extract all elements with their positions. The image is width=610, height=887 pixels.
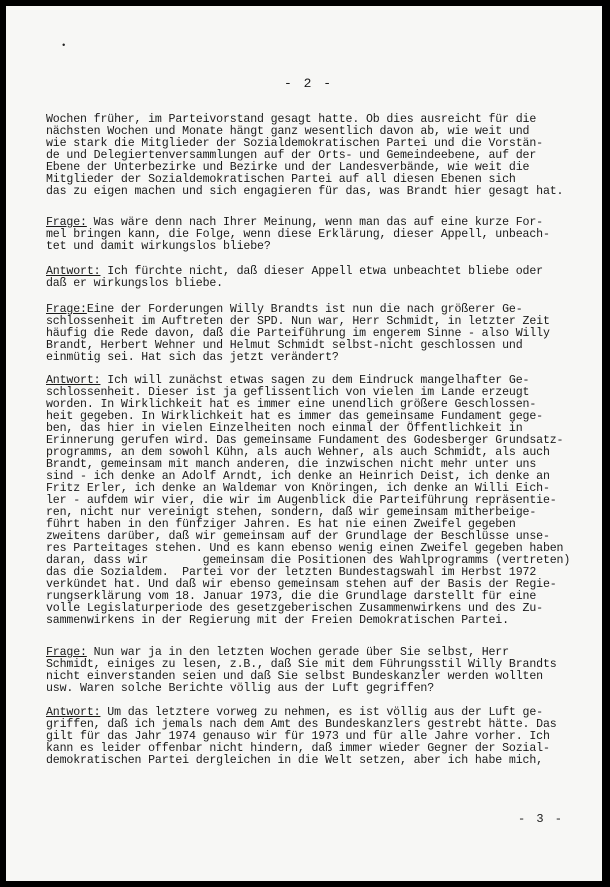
line-text: gilt für das Jahr 1974 genauso wir für 1973 und für alle Jahre vorher. Ich [46,730,550,743]
line-text: Ich fürchte nicht, daß dieser Appell etwa unbeachtet bliebe oder [100,265,543,278]
line-text: schlossenheit. Dieser ist ja geflissentlich von vielen im Lande erzeugt [46,386,530,399]
line-text: rungserklärung vom 18. Januar 1973, die die Grundlage darstellt für eine [46,590,537,603]
text-line [46,186,602,198]
text-line [46,615,602,627]
line-text: das die Sozialdem. Partei vor der letzten Bundestagswahl im Herbst 1972 [46,566,537,579]
line-text: daß er wirkungslos bliebe. [46,277,223,290]
line-text: programms, an dem sowohl Kühn, als auch Wehner, als auch Schmidt, als auch [46,446,550,459]
speaker-label: Antwort: [46,265,101,278]
line-text: das zu eigen machen und sich engagieren für das, was Brandt hier gesagt hat. [46,185,564,198]
line-text: Erinnerung gerufen wird. Das gemeinsame Fundament des Godesberger Grundsatz- [46,434,564,447]
line-text: ren, nicht nur vereinigt stehen, sondern, daß wir gemeinsam mitherbeige- [46,506,537,519]
line-text: einmütig sei. Hat sich das jetzt verändert? [46,351,339,364]
speaker-label: Antwort: [46,374,101,387]
line-text: usw. Waren solche Berichte völlig aus der Luft gegriffen? [46,682,435,695]
line-text: ler - aufdem wir vier, die wir im Augenblick die Parteiführung repräsentie- [46,494,557,507]
line-text: Eine der Forderungen Willy Brandts ist nun die nach größerer Ge- [86,303,523,316]
line-text: mel bringen kann, die Folge, wenn diese Erklärung, dieser Appell, unbeach- [46,228,550,241]
line-text: de und Delegiertenversammlungen auf der Orts- und Gemeindeebene, auf der [46,149,537,162]
line-text: Brandt, gemeinsam mit manch anderen, die inzwischen nicht mehr unter uns [46,458,537,471]
line-text: Mitglieder der Sozialdemokratischen Partei auf all diesen Ebenen sich [46,173,516,186]
speaker-label: Frage: [46,303,87,316]
line-text: Brandt, Herbert Wehner und Helmut Schmidt selbst-nicht geschlossen und [46,339,523,352]
line-text: Um das letztere vorweg zu nehmen, es ist völlig aus der Luft ge- [100,706,543,719]
line-text: res Parteitages stehen. Und es kann ebenso wenig einen Zweifel gegeben haben [46,542,564,555]
text-line [46,352,602,364]
line-text: kann es leider offenbar nicht hindern, daß immer wieder Gegner der Sozial- [46,742,550,755]
line-text: sammenwirkens in der Regierung mit der Freien Demokratischen Partei. [46,614,509,627]
text-line [46,278,602,290]
line-text: Schmidt, einiges zu lesen, z.B., daß Sie mit dem Führungsstil Willy Brandts [46,658,557,671]
line-text: ben, das hier in vielen Einzelheiten noch einmal der Öffentlichkeit in [46,422,523,435]
line-text: worden. In Wirklichkeit hat es immer eine unendlich größere Geschlossen- [46,398,537,411]
line-text: wie stark die Mitglieder der Sozialdemokratischen Partei und die Vorstän- [46,137,543,150]
text-line [46,755,602,767]
text-line [46,683,602,695]
line-text: tet und damit wirkungslos bliebe? [46,240,271,253]
line-text: Fritz Erler, ich denke an Waldemar von Knöringen, ich denke an Willi Eich- [46,482,550,495]
line-text: häufig die Rede davon, daß die Parteiführung im engerem Sinne - also Willy [46,327,550,340]
page-number: - 2 - [284,76,334,91]
line-text: führt haben in den fünfziger Jahren. Es hat nie einen Zweifel gegeben [46,518,516,531]
speaker-label: Frage: [46,646,87,659]
corner-mark: • [61,41,67,51]
line-text: Ebene der Unterbezirke und Bezirke und der Landesverbände, wie weit die [46,161,530,174]
text-line [46,241,602,253]
line-text: daran, dass wir gemeinsam die Positionen des Wahlprogramms (vertreten) [46,554,571,567]
line-text: sind - ich denke an Adolf Arndt, ich denke an Heinrich Deist, ich denke an [46,470,550,483]
line-text: nicht einverstanden seien und daß Sie selbst Bundeskanzler werden wollten [46,670,543,683]
line-text: heit gegeben. In Wirklichkeit hat es immer das gemeinsame Fundament gege- [46,410,543,423]
line-text: volle Legislaturperiode des gesetzgeberischen Zusammenwirkens und des Zu- [46,602,543,615]
next-page-marker: - 3 - [517,812,564,826]
line-text: verkündet hat. Und daß wir ebenso gemeinsam stehen auf der Basis der Regie- [46,578,557,591]
line-text: griffen, daß ich jemals nach dem Amt des Bundeskanzlers gestrebt hätte. Das [46,718,557,731]
line-text: Was wäre denn nach Ihrer Meinung, wenn man das auf eine kurze For- [86,216,543,229]
line-text: zweitens darüber, daß wir gemeinsam auf der Grundlage der Beschlüsse unse- [46,530,550,543]
speaker-label: Antwort: [46,706,101,719]
document-page [6,6,602,881]
line-text: demokratischen Partei dergleichen in die Welt setzen, aber ich habe mich, [46,754,543,767]
speaker-label: Frage: [46,216,87,229]
line-text: Ich will zunächst etwas sagen zu dem Eindruck mangelhafter Ge- [100,374,530,387]
line-text: nächsten Wochen und Monate hängt ganz wesentlich davon ab, wie weit und [46,125,530,138]
line-text: Nun war ja in den letzten Wochen gerade über Sie selbst, Herr [86,646,509,659]
line-text: Wochen früher, im Parteivorstand gesagt hatte. Ob dies ausreicht für die [46,113,537,126]
line-text: schlossenheit im Auftreten der SPD. Nun war, Herr Schmidt, in letzter Zeit [46,315,550,328]
